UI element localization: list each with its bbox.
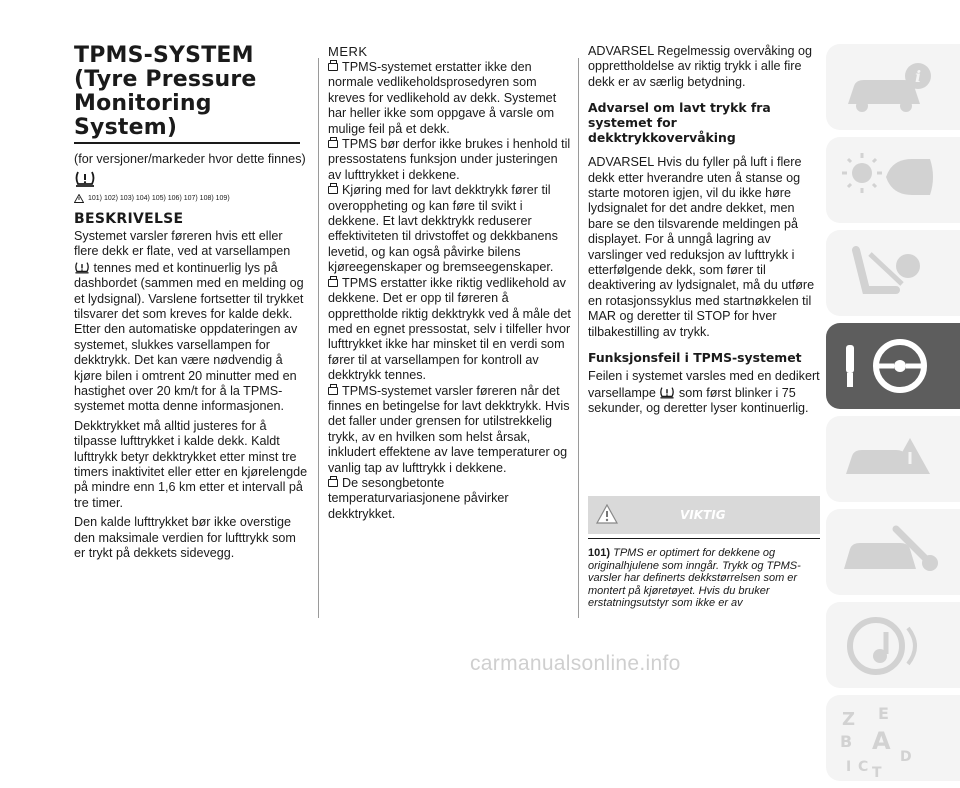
tab-safety[interactable]: [826, 230, 960, 316]
index-letter: A: [872, 727, 891, 755]
important-box: [588, 496, 820, 610]
column-divider-1: [318, 58, 319, 618]
column-3: [588, 44, 820, 416]
note-heading: MERK: [328, 44, 368, 59]
book-icon: [328, 479, 338, 487]
important-ref: 101): [588, 547, 611, 559]
note-3: Kjøring med for lavt dekktrykk fører til overoppheting og kan føre til svikt i dekkene. Et lavt dekktrykk reduserer effektiviteten til drivstoffet og dekkbanens levetid, og kan også påvirke bilens kjøreegenskaper og bremseegenskaper.: [328, 183, 558, 275]
chapter-tabs: [826, 44, 960, 788]
column-1: [74, 44, 308, 561]
footer-watermark: carmanualsonline.info: [470, 652, 681, 675]
tab-emergency[interactable]: [826, 416, 960, 502]
reference-numbers: 101) 102) 103) 104) 105) 106) 107) 108) 109): [88, 194, 230, 202]
section-heading-beskrivelse: BESKRIVELSE: [74, 210, 184, 227]
media-icon: [826, 602, 960, 688]
warning-refs: [74, 194, 308, 203]
heading-tpms-malfunction: Funksjonsfeil i TPMS-systemet: [588, 350, 802, 366]
index-letter: D: [900, 749, 912, 765]
index-letter: I: [846, 759, 852, 775]
book-icon: [328, 186, 338, 194]
column-2: [328, 44, 574, 522]
heading-low-pressure-warning: Advarsel om lavt trykk fra systemet for dekktrykkovervåking: [588, 100, 771, 146]
tab-multimedia[interactable]: [826, 602, 960, 688]
tab-maintenance[interactable]: [826, 509, 960, 595]
tpms-inline-icon: [74, 260, 90, 274]
warning-car-icon: [826, 416, 960, 502]
paragraph-max-pressure: Den kalde lufttrykket bør ikke overstige den maksimale verdien for lufttrykk som er trykt på dekkets sidevegg.: [74, 515, 296, 561]
index-letters-icon: [826, 695, 960, 781]
tpms-icon: [74, 169, 96, 187]
column-divider-2: [578, 58, 579, 618]
tab-car-info[interactable]: [826, 44, 960, 130]
tpms-symbol: [74, 169, 308, 192]
book-icon: [328, 140, 338, 148]
wrench-car-icon: [826, 509, 960, 595]
book-icon: [328, 63, 338, 71]
car-info-icon: [826, 44, 960, 130]
airbag-seat-icon: [826, 230, 960, 316]
important-label: VIKTIG: [680, 508, 726, 522]
important-header: [588, 496, 820, 534]
note-6: De sesongbetonte temperaturvariasjonene påvirker dekktrykket.: [328, 475, 509, 521]
note-4: TPMS erstatter ikke riktig vedlikehold av dekkene. Det er opp til føreren å opprettholde riktig dekktrykk ved å måle det med en egnet pressostat, selv i tilfeller hvor lufttrykket ikke har minsket til en verdi som fører til at varsellampen for kontroll av dekktrykk tennes.: [328, 275, 571, 383]
paragraph-cold-pressure: Dekktrykket må alltid justeres for å tilpasse lufttrykket i kalde dekk. Kaldt lufttrykk betyr dekktrykket etter minst tre timers inaktivitet eller etter en kjørelengde på mindre enn 1,6 km etter et intervall på tre timer.: [74, 418, 308, 510]
important-text: 101) TPMS er optimert for dekkene og originalhjulene som inngår. Trykk og TPMS-varsler har definerts dekkstørrelsen som er montert på kjøretøyet. Hvis du bruker erstatningsutstyr som ikke er av: [588, 547, 801, 610]
paragraph-description: [74, 229, 308, 415]
svg-text:i: i: [914, 67, 922, 86]
title-line-1: TPMS-SYSTEM: [74, 43, 254, 68]
paragraph-warning-2: ADVARSEL Hvis du fyller på luft i flere dekk etter hverandre uten å stanse og starte motoren igjen, vil du ikke høre lydsignalet for det andre dekket, men bare se den tilsvarende meldingen på displayet. For å unngå lagring av varslinger ved reduksjon av lufttrykk i etterfølgende dekk, som fører til deaktivering av lydsignalet, må du utføre en rotasjonssyklus med startnøkkelen til MAR og deretter til STOP for hver tilbakestilling av trykk.: [588, 155, 815, 339]
index-letter: Z: [842, 709, 856, 730]
warning-triangle-icon: [74, 194, 84, 203]
steering-key-icon: [826, 323, 960, 409]
index-letter: E: [878, 704, 889, 723]
tab-index[interactable]: [826, 695, 960, 781]
important-divider: [588, 538, 820, 539]
index-letter: T: [872, 765, 882, 781]
sun-lights-icon: [826, 137, 960, 223]
paragraph-malfunction: Feilen i systemet varsles med en dedikert varsellampe som først blinker i 75 sekunder, og deretter lyser kontinuerlig.: [588, 369, 820, 415]
warning-triangle-icon: [596, 504, 618, 524]
tpms-inline-icon: [659, 385, 675, 399]
title-line-2: (Tyre Pressure: [74, 67, 257, 92]
para1-part-a: Systemet varsler føreren hvis ett eller flere dekk er flate, ved at varsellampen: [74, 228, 291, 259]
title-underline: [74, 142, 300, 144]
note-1: TPMS-systemet erstatter ikke den normale vedlikeholdsprosedyren som kreves for vedlikehold av dekk. Systemet har heller ikke som oppgave å varsle om mulige feil på et dekk.: [328, 60, 557, 136]
title-line-3: Monitoring System): [74, 91, 212, 140]
tab-starting-driving[interactable]: [826, 323, 960, 409]
paragraph-warning-1: ADVARSEL Regelmessig overvåking og opprettholdelse av riktig trykk i alle fire dekk er av særlig betydning.: [588, 44, 812, 89]
note-5: TPMS-systemet varsler føreren når det finnes en betingelse for lavt dekktrykk. Hvis det faller under grensen for utilstrekkelig trykk, av en hvilken som helst årsak, inkludert effektene av lave temperaturer og vanlig tap av lufttrykk i dekkene.: [328, 383, 570, 475]
subtitle: (for versjoner/markeder hvor dette finnes): [74, 151, 306, 166]
page-title: [74, 44, 308, 140]
note-2: TPMS bør derfor ikke brukes i henhold til pressostatens funksjon under justeringen av lufttrykket i dekkene.: [328, 137, 571, 182]
tab-lights[interactable]: [826, 137, 960, 223]
book-icon: [328, 387, 338, 395]
para1-part-b: tennes med et kontinuerlig lys på dashbordet (sammen med en melding og et lydsignal). Varslene fortsetter til trykket tilsvarer det som kreves for kalde dekk. Etter den automatiske oppdateringen av systemet, slukkes varsellampen for dekktrykk. Det kan være nødvendig å kjøre bilen i omtrent 20 minutter med en hastighet over 20 km/t for å la TPMS-systemet motta denne informasjonen.: [74, 260, 304, 414]
index-letter: B: [840, 732, 853, 751]
index-letter: C: [858, 759, 869, 775]
book-icon: [328, 279, 338, 287]
